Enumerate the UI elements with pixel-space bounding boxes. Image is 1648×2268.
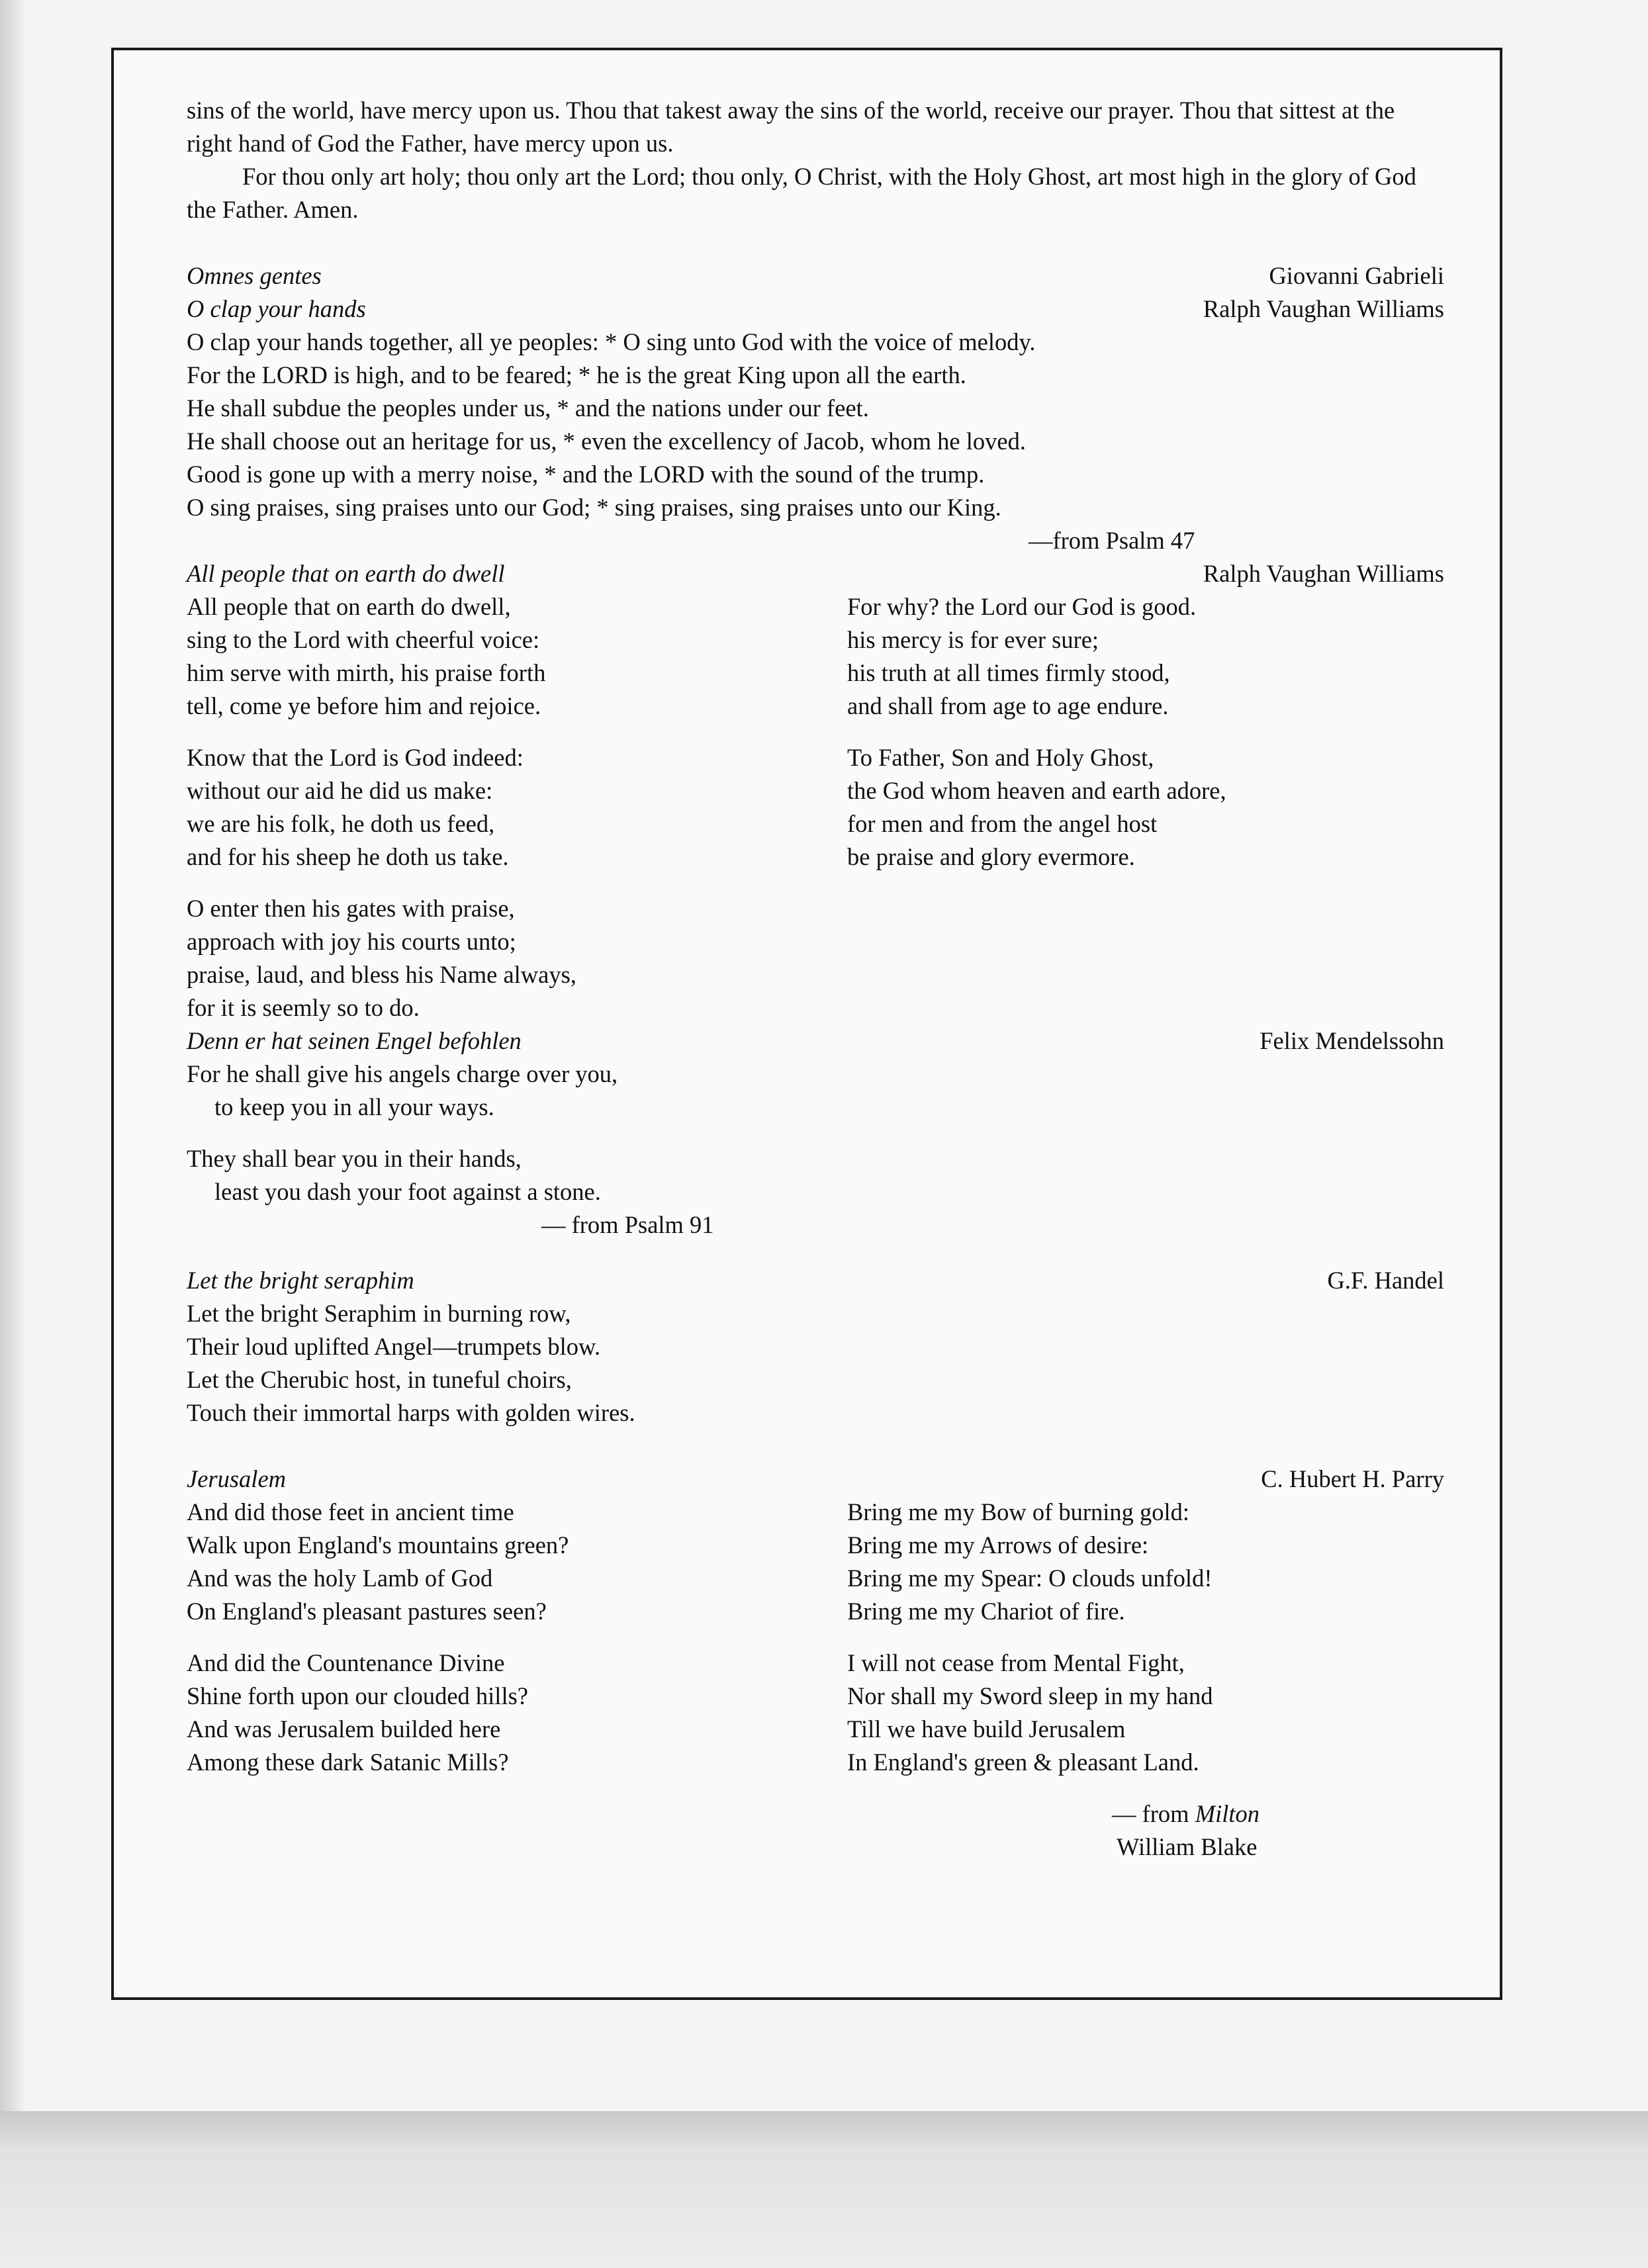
text-line: And was Jerusalem builded here — [187, 1715, 501, 1743]
stanza — [187, 590, 847, 723]
text-line: be praise and glory evermore. — [847, 843, 1135, 870]
text-line: I will not cease from Mental Fight, — [847, 1649, 1185, 1676]
text-source: — from Psalm 91 — [541, 1211, 714, 1238]
text-line: the God whom heaven and earth adore, — [847, 777, 1226, 804]
stanza — [847, 590, 1443, 723]
text-line: Good is gone up with a merry noise, * and the LORD with the sound of the trump. — [187, 461, 985, 488]
text-line: Walk upon England's mountains green? — [187, 1531, 569, 1559]
text-line: In England's green & pleasant Land. — [847, 1748, 1199, 1776]
piece-title: Denn er hat seinen Engel befohlen — [187, 1027, 522, 1054]
text-line: Among these dark Satanic Mills? — [187, 1748, 509, 1776]
stanza — [187, 892, 847, 1024]
text-line: Nor shall my Sword sleep in my hand — [847, 1682, 1213, 1709]
composer-name: Ralph Vaughan Williams — [1203, 295, 1444, 322]
text-line: All people that on earth do dwell, — [187, 593, 511, 620]
all-people-section — [187, 557, 1444, 1024]
stanza — [187, 1496, 847, 1628]
text-line: For the LORD is high, and to be feared; * he is the great King upon all the earth. — [187, 361, 966, 388]
text-line: Touch their immortal harps with golden wires. — [187, 1399, 635, 1426]
stanza — [187, 741, 847, 874]
text-line: approach with joy his courts unto; — [187, 928, 516, 955]
seraphim-section — [187, 1264, 1444, 1429]
text-line: For why? the Lord our God is good. — [847, 593, 1197, 620]
page-bottom-edge — [0, 2111, 1648, 2268]
text-line: tell, come ye before him and rejoice. — [187, 692, 541, 719]
text-line: Let the Cherubic host, in tuneful choirs, — [187, 1366, 572, 1393]
text-line: we are his folk, he doth us feed, — [187, 810, 495, 837]
text-line: To Father, Son and Holy Ghost, — [847, 744, 1154, 771]
text-line: He shall choose out an heritage for us, * even the excellency of Jacob, whom he loved. — [187, 428, 1026, 455]
composer-name: Giovanni Gabrieli — [1269, 262, 1444, 289]
text-line: Bring me my Spear: O clouds unfold! — [847, 1565, 1213, 1592]
text-line: On England's pleasant pastures seen? — [187, 1598, 547, 1625]
piece-title: O clap your hands — [187, 295, 366, 322]
text-line: for men and from the angel host — [847, 810, 1158, 837]
text-line: Shine forth upon our clouded hills? — [187, 1682, 528, 1709]
text-line: O enter then his gates with praise, — [187, 895, 515, 922]
text-line: He shall subdue the peoples under us, * and the nations under our feet. — [187, 394, 869, 422]
text-line: without our aid he did us make: — [187, 777, 493, 804]
jerusalem-section — [187, 1463, 1444, 1864]
text-source: —from Psalm 47 — [1029, 527, 1195, 554]
stanza — [187, 1647, 847, 1779]
text-line: his truth at all times firmly stood, — [847, 659, 1170, 686]
stanza — [847, 1647, 1443, 1779]
page-edge-shadow — [0, 0, 26, 2118]
text-line: Their loud uplifted Angel—trumpets blow. — [187, 1333, 601, 1360]
composer-name: Felix Mendelssohn — [1259, 1027, 1444, 1054]
text-line: sing to the Lord with cheerful voice: — [187, 626, 540, 653]
stanza — [847, 1496, 1443, 1628]
piece-title: Omnes gentes — [187, 262, 322, 289]
text-line: Till we have build Jerusalem — [847, 1715, 1126, 1743]
text-line: And did those feet in ancient time — [187, 1498, 514, 1525]
text-line: him serve with mirth, his praise forth — [187, 659, 546, 686]
text-line: O sing praises, sing praises unto our God; * sing praises, sing praises unto our King. — [187, 494, 1001, 521]
composer-name: G.F. Handel — [1327, 1267, 1444, 1294]
text-line: Bring me my Arrows of desire: — [847, 1531, 1149, 1559]
author-name: William Blake — [1117, 1833, 1258, 1860]
text-source — [847, 1797, 1443, 1831]
text-line: Let the bright Seraphim in burning row, — [187, 1300, 571, 1327]
text-line: And was the holy Lamb of God — [187, 1565, 493, 1592]
denn-section — [187, 1024, 1444, 1242]
piece-title: Jerusalem — [187, 1465, 287, 1492]
composer-name: C. Hubert H. Parry — [1261, 1465, 1444, 1492]
omnes-gentes-section — [187, 259, 1444, 557]
text-line: for it is seemly so to do. — [187, 994, 420, 1021]
text-line: and for his sheep he doth us take. — [187, 843, 509, 870]
piece-title: Let the bright seraphim — [187, 1267, 414, 1294]
source-prefix: — from — [1112, 1800, 1195, 1827]
intro-paragraph-1: sins of the world, have mercy upon us. Thou that takest away the sins of the world, receive our prayer. Thou that sittest at the right hand of God the Father, have mercy upon us. — [187, 97, 1395, 157]
text-line: They shall bear you in their hands, — [187, 1145, 522, 1172]
text-line: praise, laud, and bless his Name always, — [187, 961, 576, 988]
text-line: and shall from age to age endure. — [847, 692, 1169, 719]
text-line: to keep you in all your ways. — [214, 1093, 494, 1120]
composer-name: Ralph Vaughan Williams — [1203, 560, 1444, 587]
text-line: O clap your hands together, all ye peoples: * O sing unto God with the voice of melody. — [187, 328, 1036, 355]
piece-title: All people that on earth do dwell — [187, 560, 505, 587]
intro-paragraph-2: For thou only art holy; thou only art the Lord; thou only, O Christ, with the Holy Ghost, art most high in the glory of God the Father. Amen. — [187, 163, 1416, 223]
text-line: For he shall give his angels charge over you, — [187, 1060, 618, 1087]
text-line: Know that the Lord is God indeed: — [187, 744, 524, 771]
source-work-title: Milton — [1195, 1800, 1260, 1827]
text-line: least you dash your foot against a stone. — [214, 1178, 601, 1205]
program-text — [187, 94, 1444, 1864]
program-text-frame — [111, 48, 1502, 2000]
text-line: his mercy is for ever sure; — [847, 626, 1099, 653]
stanza — [847, 741, 1443, 874]
text-line: Bring me my Chariot of fire. — [847, 1598, 1125, 1625]
text-line: Bring me my Bow of burning gold: — [847, 1498, 1190, 1525]
text-line: And did the Countenance Divine — [187, 1649, 505, 1676]
